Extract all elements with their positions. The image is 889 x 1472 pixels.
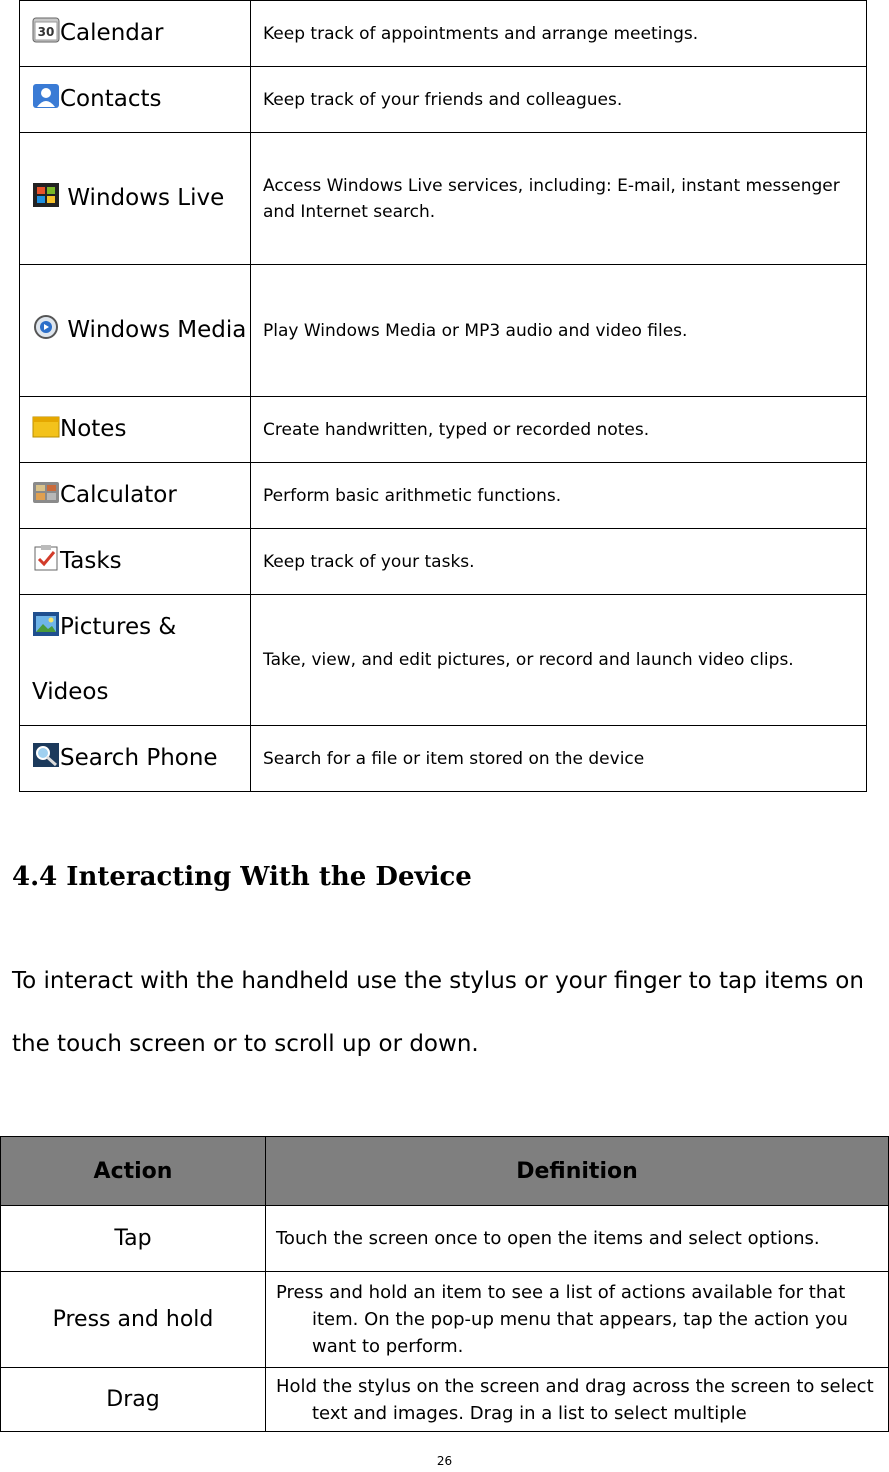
app-description: Search for a file or item stored on the device	[251, 726, 867, 792]
table-row	[1, 1206, 889, 1272]
tasks-icon	[32, 532, 60, 558]
notes-icon	[32, 400, 60, 426]
windows-live-icon	[32, 169, 60, 195]
action-cell: Drag	[1, 1368, 266, 1432]
app-name: Calendar	[60, 20, 164, 46]
app-description: Take, view, and edit pictures, or record and launch video clips.	[251, 595, 867, 726]
apps-table	[19, 0, 867, 792]
app-description: Keep track of appointments and arrange meetings.	[251, 1, 867, 67]
table-row	[20, 133, 867, 265]
section-heading: 4.4 Interacting With the Device	[12, 862, 472, 892]
definition-cell	[266, 1272, 889, 1368]
table-row	[1, 1272, 889, 1368]
app-name-cell	[20, 265, 251, 397]
contacts-icon	[32, 70, 60, 96]
app-name: Windows Media	[67, 317, 247, 343]
app-name-cell	[20, 133, 251, 265]
app-name: Pictures & Videos	[32, 614, 177, 705]
windows-media-icon	[32, 301, 60, 327]
calendar-icon	[32, 4, 60, 39]
app-name-cell	[20, 463, 251, 529]
table-row	[20, 67, 867, 133]
table-row	[20, 1, 867, 67]
app-description: Keep track of your friends and colleagues.	[251, 67, 867, 133]
table-row	[1, 1368, 889, 1432]
calculator-icon	[32, 466, 60, 492]
app-description: Access Windows Live services, including: E-mail, instant messenger and Internet search.	[251, 133, 867, 265]
page-number: 26	[436, 1454, 453, 1468]
table-row	[20, 397, 867, 463]
app-name: Contacts	[60, 86, 162, 112]
app-name-cell	[20, 397, 251, 463]
table-row	[20, 595, 867, 726]
app-name: Search Phone	[60, 745, 218, 771]
table-row	[20, 726, 867, 792]
app-description: Perform basic arithmetic functions.	[251, 463, 867, 529]
app-name: Windows Live	[67, 185, 225, 211]
section-paragraph: To interact with the handheld use the stylus or your finger to tap items on the touch screen or to scroll up or down.	[12, 968, 864, 1057]
actions-table	[0, 1136, 889, 1432]
app-name: Calculator	[60, 482, 177, 508]
svg-text:30: 30	[37, 25, 55, 39]
table-row	[20, 463, 867, 529]
app-name: Notes	[60, 416, 127, 442]
search-phone-icon	[32, 729, 60, 755]
app-name-cell	[20, 726, 251, 792]
table-row	[20, 265, 867, 397]
definition-text: Hold the stylus on the screen and drag across the screen to select text and images. Drag in a list to select multiple	[276, 1375, 874, 1424]
action-cell: Tap	[1, 1206, 266, 1272]
app-name-cell	[20, 595, 251, 726]
app-name: Tasks	[60, 548, 122, 574]
app-description: Keep track of your tasks.	[251, 529, 867, 595]
app-description: Create handwritten, typed or recorded notes.	[251, 397, 867, 463]
table-row	[20, 529, 867, 595]
app-name-cell	[20, 1, 251, 67]
app-description: Play Windows Media or MP3 audio and video files.	[251, 265, 867, 397]
action-cell: Press and hold	[1, 1272, 266, 1368]
app-name-cell	[20, 529, 251, 595]
definition-text: Press and hold an item to see a list of actions available for that item. On the pop-up menu that appears, tap the action you want to perform.	[276, 1282, 848, 1357]
pictures-videos-icon	[32, 598, 60, 624]
table-header-row	[1, 1137, 889, 1206]
header-definition: Definition	[266, 1137, 889, 1206]
definition-cell	[266, 1368, 889, 1432]
header-action: Action	[1, 1137, 266, 1206]
definition-cell: Touch the screen once to open the items and select options.	[266, 1206, 889, 1272]
app-name-cell	[20, 67, 251, 133]
